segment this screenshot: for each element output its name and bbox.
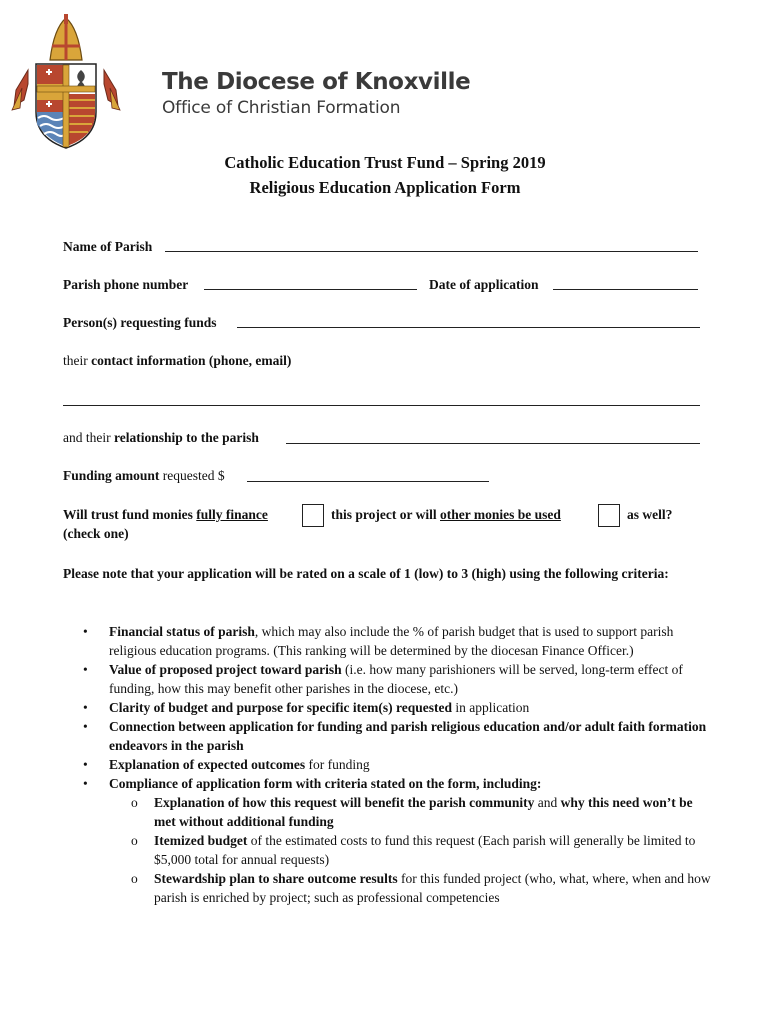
criteria-bold: Compliance of application form with criteria stated on the form, including: — [109, 776, 542, 791]
criteria-item — [63, 774, 711, 907]
criteria-bold: Clarity of budget and purpose for specific item(s) requested — [109, 700, 452, 715]
criteria-bold: Explanation of expected outcomes — [109, 757, 306, 772]
org-name: The Diocese of Knoxville — [162, 69, 471, 95]
parish-name-label: Name of Parish — [63, 239, 153, 254]
rating-note: Please note that your application will be rated on a scale of 1 (low) to 3 (high) using the following criteria: — [63, 566, 669, 581]
funding-amount-label — [63, 467, 225, 485]
sub-criteria-bold: Stewardship plan to share outcome results — [154, 871, 398, 886]
other-monies-checkbox[interactable] — [598, 504, 620, 527]
bullet-icon: • — [83, 662, 88, 677]
criteria-text: in application — [451, 700, 530, 715]
fully-finance-checkbox[interactable] — [302, 504, 324, 527]
persons-requesting-field[interactable] — [237, 327, 700, 328]
check-one-text: (check one) — [63, 526, 129, 541]
sub-criteria-item — [109, 793, 711, 831]
date-of-application-field[interactable] — [553, 289, 698, 290]
criteria-item — [63, 622, 711, 660]
question-text-3: as well? — [627, 507, 673, 522]
bullet-icon: • — [83, 700, 88, 715]
bullet-icon: • — [83, 757, 88, 772]
circle-bullet-icon: o — [131, 795, 138, 810]
criteria-item — [63, 755, 711, 774]
title-line-1: Catholic Education Trust Fund – Spring 2019 — [224, 153, 546, 172]
funding-amount-field[interactable] — [247, 481, 489, 482]
title-line-2: Religious Education Application Form — [249, 178, 521, 197]
sub-criteria-list — [109, 793, 711, 907]
circle-bullet-icon: o — [131, 833, 138, 848]
criteria-text: for funding — [305, 757, 370, 772]
sub-criteria-bold2: why this need won’t be met without additional funding — [154, 795, 693, 829]
fully-finance-text: fully finance — [196, 507, 268, 522]
criteria-bold: Connection between application for funding and parish religious education and/or adult faith formation endeavors in the parish — [109, 719, 707, 753]
bullet-icon: • — [83, 719, 88, 734]
sub-criteria-bold: Explanation of how this request will benefit the parish community — [154, 795, 535, 810]
sub-criteria-text: of the estimated costs to fund this request (Each parish will generally be limited to $5,000 total for annual requests) — [154, 833, 696, 867]
funding-question-part2 — [331, 506, 561, 524]
date-of-application-label: Date of application — [429, 277, 539, 292]
sub-criteria-mid: and — [534, 795, 561, 810]
question-text-2: this project or will — [331, 507, 437, 522]
criteria-item — [63, 717, 711, 755]
bullet-icon: • — [83, 624, 88, 639]
parish-phone-field[interactable] — [204, 289, 417, 290]
funding-suffix: requested $ — [162, 468, 225, 483]
other-monies-text: other monies be used — [440, 507, 561, 522]
sub-criteria-bold: Itemized budget — [154, 833, 248, 848]
criteria-text: (i.e. how many parishioners will be served, long-term effect of funding, how this may benefit other parishes in the diocese, etc.) — [109, 662, 683, 696]
criteria-list — [63, 622, 711, 907]
funding-label: Funding amount — [63, 468, 160, 483]
form-title — [0, 150, 770, 200]
diocese-crest-logo — [10, 14, 122, 150]
bullet-icon: • — [83, 776, 88, 791]
criteria-item — [63, 698, 711, 717]
parish-name-field[interactable] — [165, 251, 698, 252]
circle-bullet-icon: o — [131, 871, 138, 886]
criteria-bold: Value of proposed project toward parish — [109, 662, 342, 677]
funding-question-part1 — [63, 506, 268, 524]
relationship-text: relationship to the parish — [113, 430, 259, 445]
question-text-1: Will trust fund monies — [63, 507, 193, 522]
relationship-field[interactable] — [286, 443, 700, 444]
contact-label: contact information (phone, email) — [91, 353, 292, 368]
relationship-label — [63, 429, 259, 447]
contact-info-label — [63, 352, 291, 370]
parish-phone-label: Parish phone number — [63, 277, 189, 292]
sub-criteria-item — [109, 869, 711, 907]
sub-criteria-item — [109, 831, 711, 869]
contact-info-field[interactable] — [63, 405, 700, 406]
criteria-text: , which may also include the % of parish budget that is used to support parish religious education programs. (This ranking will be determined by the diocesan Finance Officer.) — [109, 624, 674, 658]
relationship-prefix: and their — [63, 430, 111, 445]
sub-criteria-text: for this funded project (who, what, where, when and how parish is enriched by project; such as professional competencies — [154, 871, 711, 905]
criteria-bold: Financial status of parish — [109, 624, 255, 639]
criteria-item — [63, 660, 711, 698]
organization-header — [162, 68, 470, 119]
persons-requesting-label: Person(s) requesting funds — [63, 315, 217, 330]
contact-prefix: their — [63, 353, 88, 368]
office-name: Office of Christian Formation — [162, 98, 401, 118]
